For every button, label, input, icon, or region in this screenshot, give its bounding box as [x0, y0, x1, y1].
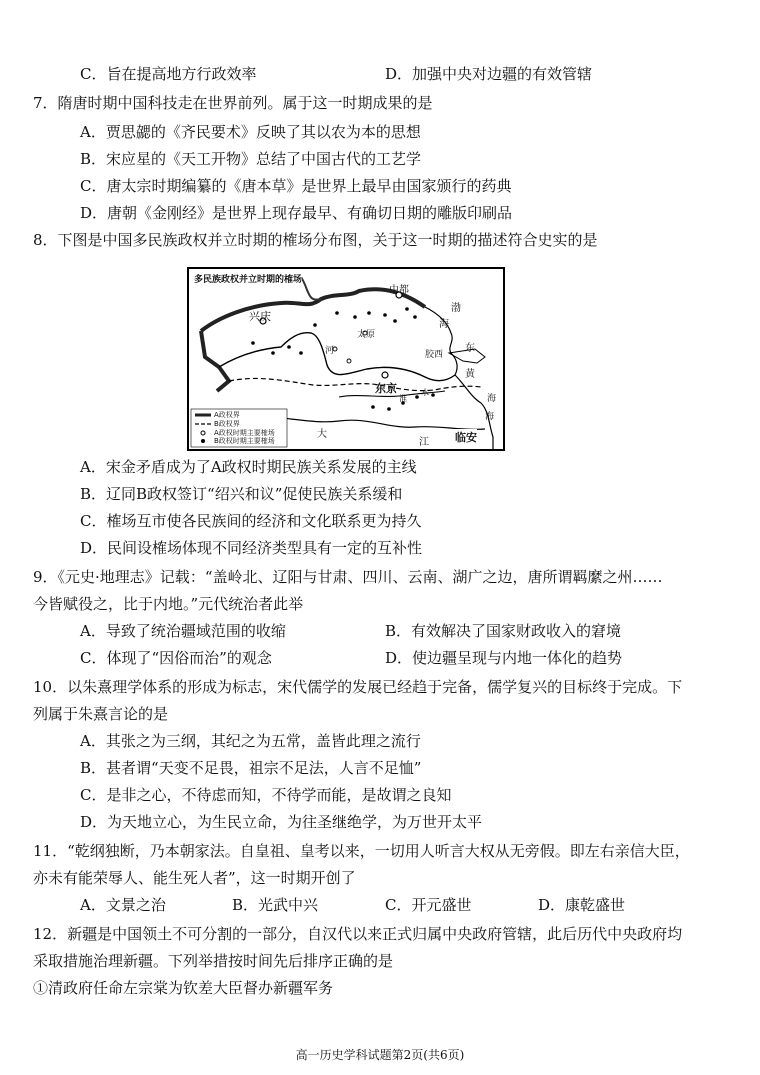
- legend-a-markets: A政权时期主要榷场: [214, 429, 275, 437]
- place-zhongdu: 中都: [389, 285, 409, 296]
- label-he: 河: [325, 346, 335, 356]
- market-distribution-map: [187, 267, 505, 451]
- question-11-line-1: 11．“乾纲独断，乃本朝家法。自皇祖、皇考以来，一切用人听言大权从无旁假。即左右亲信大臣，: [33, 842, 690, 860]
- option-11d: D．康乾盛世: [538, 896, 626, 914]
- label-hai-1: 海: [439, 319, 449, 330]
- option-7b: B．宋应星的《天工开物》总结了中国古代的工艺学: [80, 150, 422, 168]
- question-12-line-1: 12．新疆是中国领土不可分割的一部分，自汉代以来正式归属中央政府管辖，此后历代中央政府均: [33, 925, 683, 943]
- page-footer: 高一历史学科试题第2页(共6页): [295, 1048, 465, 1062]
- label-dong: 东: [465, 343, 475, 354]
- option-6d: D．加强中央对边疆的有效管辖: [385, 65, 593, 83]
- option-11c: C．开元盛世: [385, 896, 472, 914]
- legend-a-border: A政权界: [214, 411, 240, 419]
- option-9b: B．有效解决了国家财政收入的窘境: [385, 622, 622, 640]
- option-9d: D．使边疆呈现与内地一体化的趋势: [385, 649, 623, 667]
- option-6c: C．旨在提高地方行政效率: [80, 65, 257, 83]
- place-taiyuan: 太原: [357, 330, 376, 340]
- option-10d: D．为天地立心，为生民立命，为往圣继绝学，为万世开太平: [80, 813, 483, 831]
- option-7c: C．唐太宗时期编纂的《唐本草》是世界上最早由国家颁行的药典: [80, 177, 512, 195]
- label-da: 大: [317, 429, 327, 440]
- option-10a: A．其张之为三纲，其纪之为五常，盖皆此理之流行: [80, 732, 421, 750]
- option-10b: B．甚者谓“天变不足畏，祖宗不足法，人言不足恤”: [80, 759, 422, 777]
- label-hai-3: 海: [485, 412, 495, 422]
- option-9a: A．导致了统治疆域范围的收缩: [80, 622, 286, 640]
- question-10-line-1: 10．以朱熹理学体系的形成为标志，宋代儒学的发展已经趋于完备，儒学复兴的目标终于完成。下: [33, 678, 683, 696]
- option-8a: A．宋金矛盾成为了A政权时期民族关系发展的主线: [80, 458, 417, 476]
- option-7d: D．唐朝《金刚经》是世界上现存最早、有确切日期的雕版印刷品: [80, 204, 513, 222]
- option-11b: B．光武中兴: [232, 896, 319, 914]
- question-7: 7．隋唐时期中国科技走在世界前列。属于这一时期成果的是: [33, 94, 433, 112]
- option-8b: B．辽同B政权签订“绍兴和议”促使民族关系缓和: [80, 485, 403, 503]
- option-10c: C．是非之心，不待虑而知，不待学而能，是故谓之良知: [80, 786, 452, 804]
- map-title: 多民族政权并立时期的榷场: [194, 272, 302, 285]
- option-11a: A．文景之治: [80, 896, 166, 914]
- question-10-line-2: 列属于朱熹言论的是: [33, 705, 169, 723]
- legend-b-border: B政权界: [214, 420, 240, 428]
- question-12-line-2: 采取措施治理新疆。下列举措按时间先后排序正确的是: [33, 952, 394, 970]
- option-9c: C．体现了“因俗而治”的观念: [80, 649, 272, 667]
- legend-b-markets: B政权时期主要榷场: [214, 437, 275, 445]
- place-dongjing: 东京: [375, 382, 397, 395]
- label-huang: 黄: [465, 369, 475, 380]
- question-9-line-1: 9．《元史·地理志》记载：“盖岭北、辽阳与甘肃、四川、云南、湖广之边，唐所谓羁縻之州……: [33, 568, 663, 586]
- label-huai: 淮: [399, 394, 407, 403]
- place-linan: 临安: [455, 431, 477, 444]
- label-shui: 水: [421, 388, 429, 397]
- label-hai-2: 海: [487, 394, 497, 404]
- question-9-line-2: 今皆赋役之，比于内地。”元代统治者此举: [33, 595, 304, 613]
- place-jiaoxi: 胶西: [425, 350, 444, 360]
- option-8d: D．民间设榷场体现不同经济类型具有一定的互补性: [80, 539, 423, 557]
- label-bo: 渤: [451, 303, 461, 314]
- question-12-item-1: ①清政府任命左宗棠为钦差大臣督办新疆军务: [33, 979, 334, 997]
- option-8c: C．榷场互市使各民族间的经济和文化联系更为持久: [80, 512, 422, 530]
- option-7a: A．贾思勰的《齐民要术》反映了其以农为本的思想: [80, 123, 421, 141]
- label-jiang: 江: [419, 437, 429, 448]
- place-xingqing: 兴庆: [249, 310, 271, 323]
- question-11-line-2: 亦未有能荣辱人、能生死人者”，这一时期开创了: [33, 869, 356, 887]
- question-8: 8．下图是中国多民族政权并立时期的榷场分布图，关于这一时期的描述符合史实的是: [33, 231, 598, 249]
